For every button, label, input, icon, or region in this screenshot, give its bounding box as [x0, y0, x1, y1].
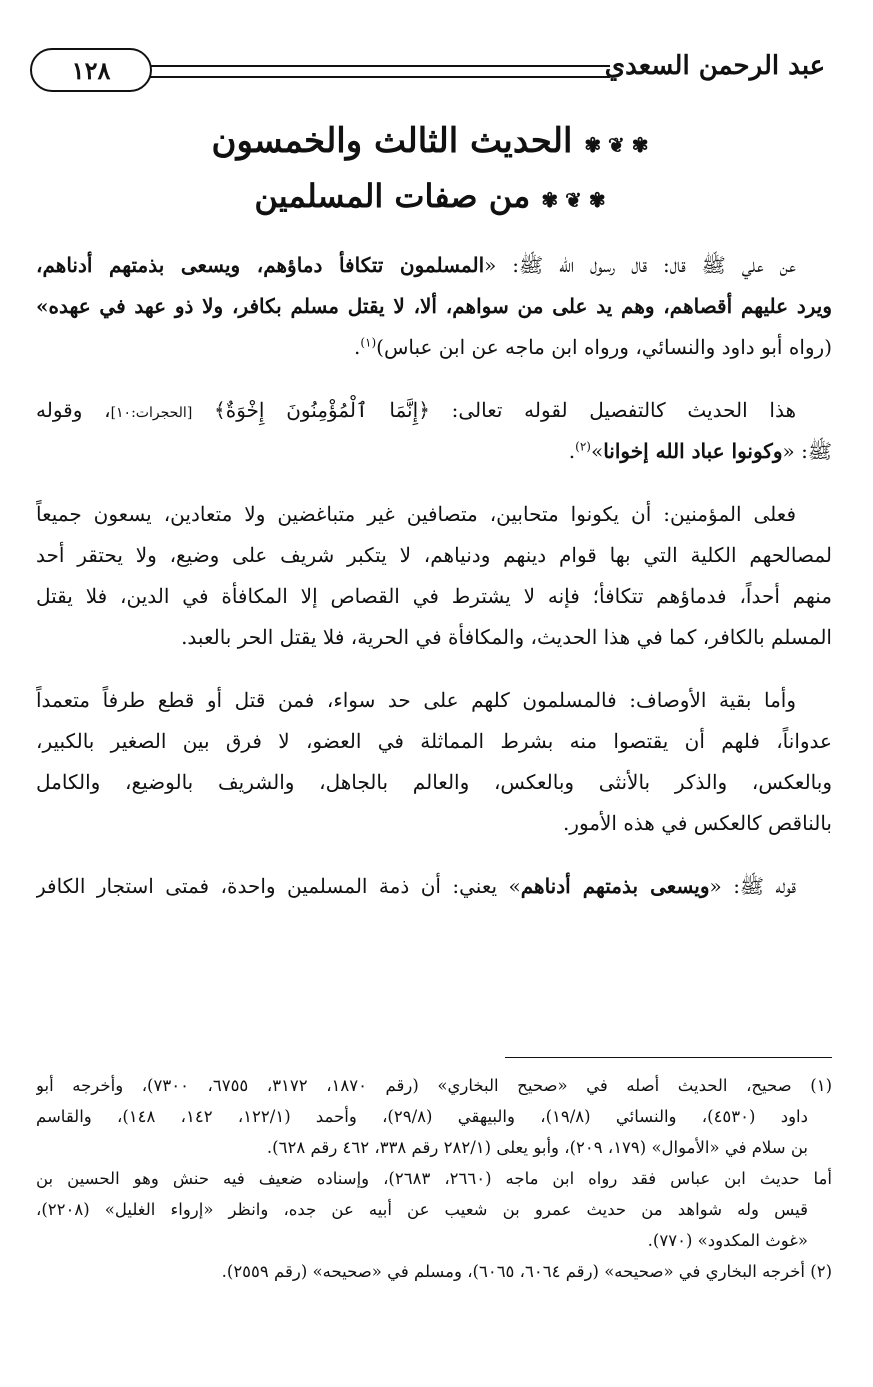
text-line: عدواناً، فلهم أن يقتصوا منه بشرط المماثلة في العضو، لا فرق بين الصغير بالكبير،	[36, 729, 832, 753]
footnote-line: (١) صحيح، الحديث أصله في «صحيح البخاري» (رقم ١٨٧٠، ٣١٧٢، ٦٧٥٥، ٧٣٠٠)، وأخرجه أبو	[36, 1076, 832, 1095]
paragraph-4	[36, 680, 832, 844]
footnote-line: (٢) أخرجه البخاري في «صحيحه» (رقم ٦٠٦٤، ٦٠٦٥)، ومسلم في «صحيحه» (رقم ٢٥٥٩).	[221, 1262, 832, 1281]
footnotes	[36, 1070, 832, 1287]
footnote-ref: (١)	[360, 335, 377, 350]
hadith-text: ويرد عليهم أقصاهم، وهم يد على من سواهم، ألا، لا يقتل مسلم بكافر، ولا ذو عهد في عهده»	[36, 294, 832, 318]
text-line: (رواه أبو داود والنسائي، ورواه ابن ماجه عن ابن عباس)$^{(١)}$.	[353, 335, 832, 359]
chapter-title-text-2: من صفات المسلمين	[254, 177, 531, 215]
footnote-separator	[505, 1057, 832, 1058]
text-line: هذا الحديث كالتفصيل لقوله تعالى: ﴿إِنَّمَا ٱلْمُؤْمِنُونَ إِخْوَةٌ﴾ [الحجرات:١٠]، وقوله	[36, 398, 796, 422]
text-line: لمصالحهم الكلية التي بها قوام دينهم ودنياهم، لا يتكبر شريف على وضيع، ولا يحتقر أحد	[36, 543, 832, 567]
running-header	[30, 38, 826, 98]
chapter-title-line-2	[150, 171, 710, 225]
footnote-line: «غوث المكدود» (٧٧٠).	[647, 1231, 808, 1250]
running-author-name: عبد الرحمن السعدي	[610, 44, 820, 88]
paragraph-3	[36, 494, 832, 658]
footnote-ref: (٢)	[575, 439, 591, 454]
page-number: ١٢٨	[30, 48, 152, 92]
hadith-text: وكونوا عباد الله إخوانا	[603, 439, 783, 463]
quran-verse: إِنَّمَا ٱلْمُؤْمِنُونَ إِخْوَةٌ	[225, 398, 419, 422]
verse-citation: [الحجرات:١٠]	[110, 405, 193, 421]
footnote-1	[36, 1070, 832, 1256]
text-line: وبالعكس، والذكر بالأنثى وبالعكس، والعالم بالجاهل، والشريف بالوضيع، والكامل	[36, 770, 832, 794]
text-line: عن علي ﷺ قال: قال رسول الله ﷺ: «المسلمون تتكافأ دماؤهم، ويسعى بذمتهم أدناهم،	[36, 253, 796, 277]
text-line: بالناقص كالعكس في هذه الأمور.	[562, 811, 832, 835]
hadith-text: ويسعى بذمتهم أدناهم	[520, 874, 710, 898]
paragraph-5	[36, 866, 832, 907]
hadith-text: المسلمون تتكافأ دماؤهم، ويسعى بذمتهم أدناهم،	[36, 253, 485, 277]
text-line: المسلم بالكافر، كما في هذا الحديث، والمكافأة في الحرية، فلا يقتل الحر بالعبد.	[181, 625, 832, 649]
paragraph-2	[36, 390, 832, 472]
text-line: ﷺ: «وكونوا عباد الله إخوانا»$^{(٢)}$.	[568, 439, 832, 463]
footnote-line: أما حديث ابن عباس فقد رواه ابن ماجه (٢٦٦٠، ٢٦٨٣)، وإسناده ضعيف فيه حنش وهو الحسين بن	[36, 1169, 832, 1188]
footnote-line: بن سلام في «الأموال» (١٧٩، ٢٠٩)، وأبو يعلى (٢٨٢/١ رقم ٣٣٨، ٤٦٢ رقم ٦٢٨).	[266, 1138, 808, 1157]
paragraph-1	[36, 245, 832, 368]
body-text	[36, 245, 832, 907]
text-line: وأما بقية الأوصاف: فالمسلمون كلهم على حد سواء، فمن قتل أو قطع طرفاً متعمداً	[36, 688, 796, 712]
footnote-line: داود (٤٥٣٠)، والنسائي (١٩/٨)، والبيهقي (٢٩/٨)، وأحمد (١٢٢/١، ١٤٢، ١٤٨)، والقاسم	[36, 1107, 808, 1126]
text-line: قوله ﷺ: «ويسعى بذمتهم أدناهم» يعني: أن ذمة المسلمين واحدة، فمتى استجار الكافر	[36, 874, 796, 898]
text-line: فعلى المؤمنين: أن يكونوا متحابين، متصافين غير متباغضين ولا متعادين، يسعون جميعاً	[36, 502, 797, 526]
ornament-icon: ✾ ❦ ✾	[541, 188, 606, 212]
text-line: منهم أحداً، فدماؤهم تتكافأ؛ فإنه لا يشترط في القصاص إلا المكافأة في الدين، فلا يقتل	[36, 584, 832, 608]
chapter-title-text-1: الحديث الثالث والخمسون	[211, 121, 573, 161]
footnote-2	[36, 1256, 832, 1287]
chapter-title-line-1	[150, 115, 710, 171]
chapter-title	[150, 115, 710, 225]
ornament-icon: ✾ ❦ ✾	[584, 133, 649, 157]
footnote-line: قيس وله شواهد من حديث عمرو بن شعيب عن أبيه عن جده، وانظر «إرواء الغليل» (٢٢٠٨)،	[36, 1200, 808, 1219]
